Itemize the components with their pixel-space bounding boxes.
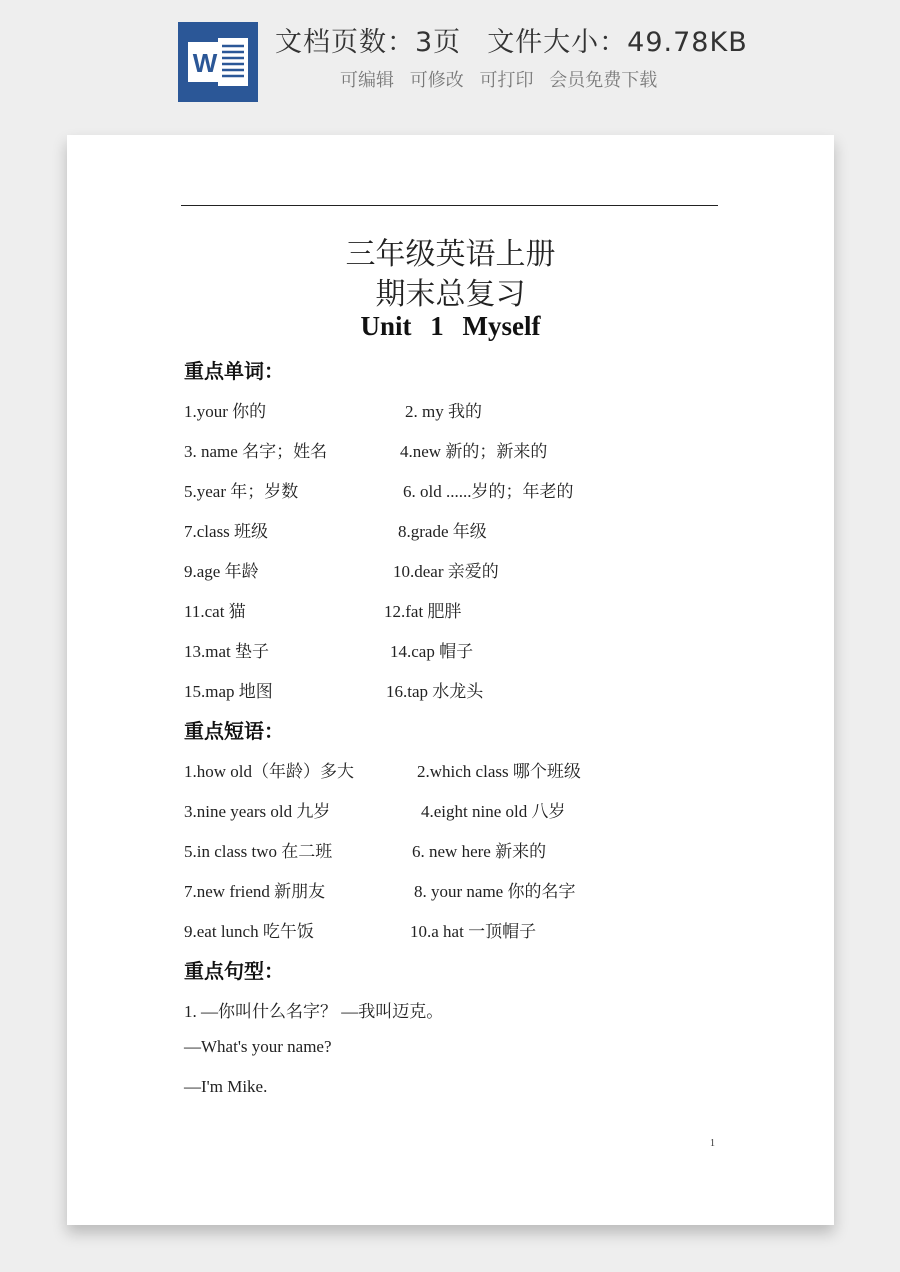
phrase-item: 7.new friend 新朋友	[184, 882, 326, 901]
vocab-row	[67, 597, 834, 621]
phrase-item: 4.eight nine old 八岁	[421, 802, 566, 821]
vocab-row	[67, 637, 834, 661]
vocab-item: 11.cat 猫	[184, 602, 246, 621]
doc-subtitle: 期末总复习	[375, 277, 526, 312]
document-page	[67, 135, 834, 1225]
feature-free-download: 会员免费下载	[549, 70, 658, 91]
vocab-item: 1.your 你的	[184, 402, 267, 421]
vocab-row	[67, 397, 834, 421]
vocab-item: 15.map 地图	[184, 682, 273, 701]
vocab-item: 8.grade 年级	[398, 522, 487, 541]
phrase-item: 8. your name 你的名字	[414, 882, 576, 901]
vocab-item: 13.mat 垫子	[184, 642, 269, 661]
vocab-row	[67, 517, 834, 541]
document-stats	[275, 20, 748, 59]
vocab-item: 6. old ......岁的；年老的	[403, 482, 574, 501]
unit-title: Unit 1 Myself	[360, 311, 541, 341]
vocab-item: 4.new 新的；新来的	[400, 442, 548, 461]
svg-text:W: W	[192, 48, 218, 78]
sentence-line: —I'm Mike.	[184, 1077, 268, 1096]
vocab-item: 7.class 班级	[184, 522, 269, 541]
phrase-item: 1.how old（年龄）多大	[184, 762, 354, 781]
phrase-item: 5.in class two 在二班	[184, 842, 333, 861]
sentence-line: —What's your name?	[184, 1037, 332, 1056]
vocab-item: 12.fat 肥胖	[384, 602, 462, 621]
doc-title: 三年级英语上册	[345, 237, 556, 272]
phrase-row	[67, 837, 834, 861]
phrase-row	[67, 917, 834, 941]
vocab-item: 5.year 年；岁数	[184, 482, 299, 501]
phrase-row	[67, 757, 834, 781]
phrase-item: 6. new here 新来的	[412, 842, 547, 861]
feature-list	[340, 66, 667, 92]
phrase-heading: 重点短语：	[184, 719, 284, 743]
vocab-item: 9.age 年龄	[184, 562, 259, 581]
header-rule	[181, 205, 718, 206]
vocab-row	[67, 677, 834, 701]
phrase-item: 9.eat lunch 吃午饭	[184, 922, 314, 941]
vocab-row	[67, 437, 834, 461]
vocab-item: 3. name 名字；姓名	[184, 442, 328, 461]
vocab-item: 14.cap 帽子	[390, 642, 474, 661]
sentence-line: 1. —你叫什么名字？ —我叫迈克。	[184, 1002, 444, 1021]
vocab-heading: 重点单词：	[184, 359, 284, 383]
word-doc-icon	[178, 22, 258, 102]
page-number: 1	[710, 1138, 715, 1149]
phrase-row	[67, 797, 834, 821]
phrase-row	[67, 877, 834, 901]
feature-editable: 可编辑	[340, 70, 394, 91]
page-count: 文档页数：3页	[275, 27, 462, 58]
vocab-item: 10.dear 亲爱的	[393, 562, 499, 581]
phrase-item: 3.nine years old 九岁	[184, 802, 331, 821]
vocab-item: 16.tap 水龙头	[386, 682, 484, 701]
vocab-row	[67, 477, 834, 501]
vocab-item: 2. my 我的	[405, 402, 482, 421]
phrase-item: 2.which class 哪个班级	[417, 762, 581, 781]
document-info-header	[0, 0, 900, 120]
vocab-row	[67, 557, 834, 581]
feature-printable: 可打印	[479, 70, 534, 91]
phrase-item: 10.a hat 一顶帽子	[410, 922, 537, 941]
sentence-heading: 重点句型：	[184, 959, 284, 983]
feature-modifiable: 可修改	[409, 70, 464, 91]
file-size: 文件大小：49.78KB	[487, 27, 748, 58]
